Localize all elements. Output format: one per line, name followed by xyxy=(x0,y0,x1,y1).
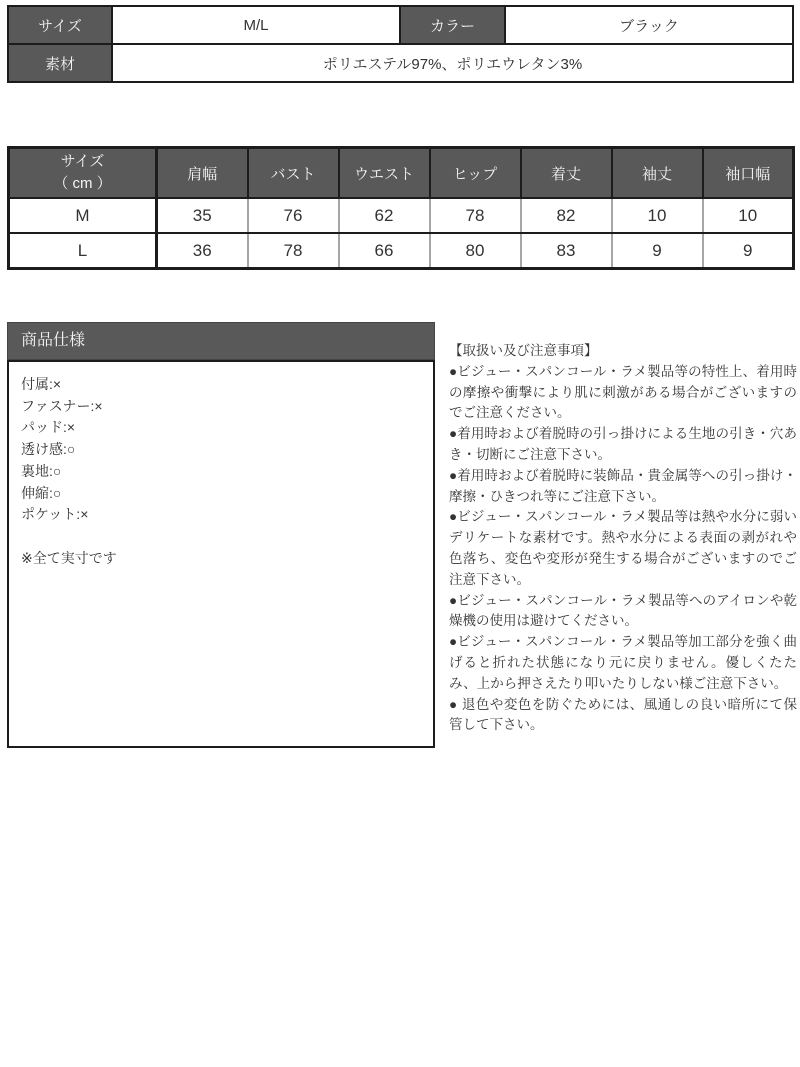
spec-item: 伸縮:○ xyxy=(21,484,62,501)
table-row xyxy=(9,233,794,269)
color-value-cell: ブラック xyxy=(505,6,793,44)
material-value-cell: ポリエステル97%、ポリエウレタン3% xyxy=(112,44,793,82)
product-spec-body xyxy=(7,360,435,748)
product-spec-title: 商品仕様 xyxy=(7,322,435,360)
table-row xyxy=(8,6,793,44)
data-cell: 83 xyxy=(521,233,612,269)
column-header: 着丈 xyxy=(521,148,612,199)
handling-notices xyxy=(449,341,797,736)
column-header: ヒップ xyxy=(430,148,521,199)
spec-item: 裏地:○ xyxy=(21,462,62,479)
notice-paragraph: ●ビジュー・スパンコール・ラメ製品等へのアイロンや乾燥機の使用は避けてください。 xyxy=(449,592,797,629)
size-label-cell: サイズ xyxy=(8,6,112,44)
column-header: 袖口幅 xyxy=(703,148,794,199)
spec-item: 透け感:○ xyxy=(21,441,76,458)
spec-item: 付属:× xyxy=(21,376,62,392)
size-chart-table xyxy=(7,146,795,270)
spec-item: ポケット:× xyxy=(21,506,89,523)
notice-paragraph: ●ビジュー・スパンコール・ラメ製品等の特性上、着用時の摩擦や衝撃により肌に刺激がある場合がございますのでご注意ください。 xyxy=(449,363,797,421)
notice-paragraph: ●ビジュー・スパンコール・ラメ製品等加工部分を強く曲げると折れた状態になり元に戻りません。優しくたたみ、上から押さえたり叩いたりしない様ご注意下さい。 xyxy=(449,634,797,691)
data-cell: 78 xyxy=(248,233,339,269)
column-header: 袖丈 xyxy=(612,148,703,199)
column-header: バスト xyxy=(248,148,339,199)
data-cell: 10 xyxy=(703,198,794,233)
table-row xyxy=(9,198,794,233)
size-unit-header-cell xyxy=(9,148,157,199)
data-cell: 35 xyxy=(157,198,248,233)
spec-note: ※全て実寸です xyxy=(21,549,117,566)
size-unit-line2: （ cm ） xyxy=(53,175,112,192)
notices-title: 【取扱い及び注意事項】 xyxy=(449,343,598,358)
data-cell: 36 xyxy=(157,233,248,269)
material-label-cell: 素材 xyxy=(8,44,112,82)
size-l-label-cell: L xyxy=(9,233,157,269)
column-header: 肩幅 xyxy=(157,148,248,199)
notice-paragraph: ● 退色や変色を防ぐためには、風通しの良い暗所にて保管して下さい。 xyxy=(449,696,797,733)
spec-item: ファスナー:× xyxy=(21,397,103,414)
size-chart-header-row xyxy=(9,148,794,199)
size-m-label-cell: M xyxy=(9,198,157,233)
data-cell: 76 xyxy=(248,198,339,233)
data-cell: 66 xyxy=(339,233,430,269)
data-cell: 80 xyxy=(430,233,521,269)
data-cell: 10 xyxy=(612,198,703,233)
color-label-cell: カラー xyxy=(400,6,505,44)
column-header: ウエスト xyxy=(339,148,430,199)
spec-item: パッド:× xyxy=(21,419,76,436)
data-cell: 62 xyxy=(339,198,430,233)
data-cell: 9 xyxy=(703,233,794,269)
notice-paragraph: ●着用時および着脱時に装飾品・貴金属等への引っ掛け・摩擦・ひきつれ等にご注意下さい。 xyxy=(449,467,797,504)
data-cell: 82 xyxy=(521,198,612,233)
table-row xyxy=(8,44,793,82)
data-cell: 78 xyxy=(430,198,521,233)
size-value-cell: M/L xyxy=(112,6,400,44)
data-cell: 9 xyxy=(612,233,703,269)
size-unit-line1: サイズ xyxy=(60,153,105,170)
notice-paragraph: ●ビジュー・スパンコール・ラメ製品等は熱や水分に弱いデリケートな素材です。熱や水分による表面の剥がれや色落ち、変色や変形が発生する場合がございますのでご注意下さい。 xyxy=(449,509,797,587)
size-color-material-table xyxy=(7,5,794,83)
product-spec-box xyxy=(7,322,435,748)
notice-paragraph: ●着用時および着脱時の引っ掛けによる生地の引き・穴あき・切断にご注意下さい。 xyxy=(449,426,797,462)
